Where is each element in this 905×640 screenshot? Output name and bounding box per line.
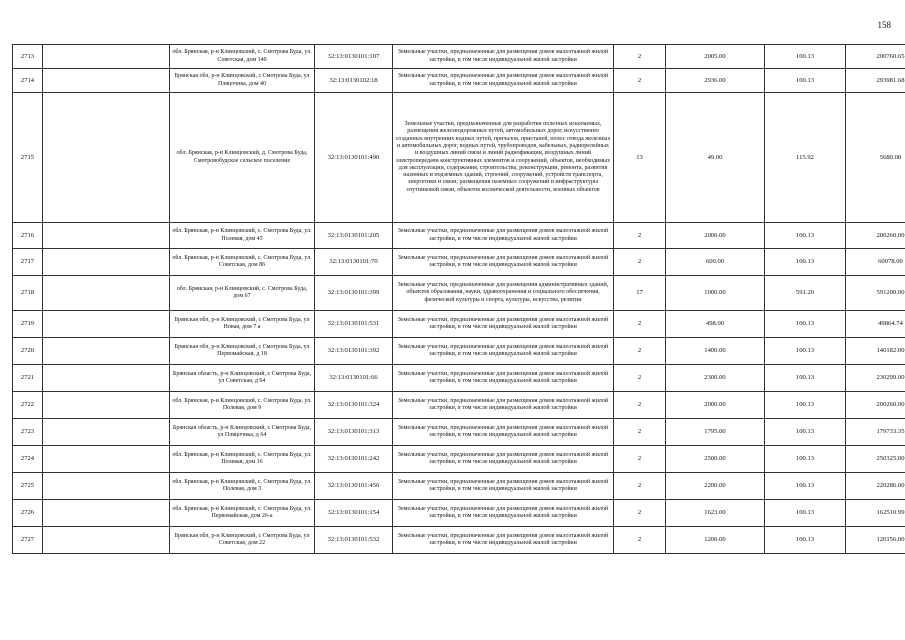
rate-cell: 100.13 (765, 500, 846, 527)
table-row (13, 45, 905, 69)
category-cell: 2 (614, 69, 666, 93)
cadastral-number-cell: 32:13:0130101:490 (315, 93, 393, 223)
category-cell: 2 (614, 365, 666, 392)
cost-cell: 591200.00 (846, 276, 905, 311)
cost-cell: 162510.99 (846, 500, 905, 527)
cadastral-number-cell: 32:13:0130101:324 (315, 392, 393, 419)
permitted-use-cell: Земельные участки, предназначенные для размещения домов малоэтажной жилой застройки, в том числе индивидуальной жилой застройки (393, 338, 614, 365)
page-number: 158 (877, 20, 891, 30)
cadastral-number-cell: 32:13:0130101:242 (315, 446, 393, 473)
address-cell: Брянская обл, р-н Клинцовский, с Смотрова Буда, ул Новая, дом 7 а (170, 311, 315, 338)
permitted-use-cell: Земельные участки, предназначенные для размещения домов малоэтажной жилой застройки, в том числе индивидуальной жилой застройки (393, 527, 614, 554)
permitted-use-cell: Земельные участки, предназначенные для размещения домов малоэтажной жилой застройки, в том числе индивидуальной жилой застройки (393, 45, 614, 69)
area-cell: 1000.00 (666, 276, 765, 311)
cost-cell: 220286.00 (846, 473, 905, 500)
cost-cell: 140182.00 (846, 338, 905, 365)
permitted-use-cell: Земельные участки, предназначенные для размещения домов малоэтажной жилой застройки, в том числе индивидуальной жилой застройки (393, 311, 614, 338)
permitted-use-cell: Земельные участки, предназначенные для размещения домов малоэтажной жилой застройки, в том числе индивидуальной жилой застройки (393, 473, 614, 500)
table-row (13, 93, 905, 223)
empty-cell (43, 223, 170, 249)
table-row (13, 69, 905, 93)
cadastral-number-cell: 32:13:0130101:532 (315, 527, 393, 554)
row-number: 2726 (13, 500, 43, 527)
area-cell: 2300.00 (666, 365, 765, 392)
cost-cell: 230299.00 (846, 365, 905, 392)
address-cell: Брянская обл, р-н Клинцовский, с Смотрова Буда, ул Советская, дом 22 (170, 527, 315, 554)
area-cell: 2936.00 (666, 69, 765, 93)
category-cell: 2 (614, 527, 666, 554)
permitted-use-cell: Земельные участки, предназначенные для размещения административных зданий, объектов образования, науки, здравоохранения и социального обеспечения, физической культуры и спорта, культуры, искусства, религии (393, 276, 614, 311)
empty-cell (43, 446, 170, 473)
category-cell: 2 (614, 223, 666, 249)
row-number: 2718 (13, 276, 43, 311)
empty-cell (43, 69, 170, 93)
row-number: 2713 (13, 45, 43, 69)
address-cell: обл. Брянская, р-н Клинцовский, с. Смотрова Буда, ул. Полевая, дом 16 (170, 446, 315, 473)
empty-cell (43, 249, 170, 276)
category-cell: 13 (614, 93, 666, 223)
cost-cell: 49864.74 (846, 311, 905, 338)
address-cell: Брянская обл, р-н Клинцовский, с Смотрова Буда, ул Пляцочнка, дом 40 (170, 69, 315, 93)
cadastral-number-cell: 32:13:0130101:205 (315, 223, 393, 249)
row-number: 2715 (13, 93, 43, 223)
area-cell: 2000.00 (666, 223, 765, 249)
permitted-use-cell: Земельные участки, предназначенные для размещения домов малоэтажной жилой застройки, в том числе индивидуальной жилой застройки (393, 500, 614, 527)
cost-cell: 120156.00 (846, 527, 905, 554)
empty-cell (43, 419, 170, 446)
area-cell: 1623.00 (666, 500, 765, 527)
row-number: 2725 (13, 473, 43, 500)
rate-cell: 100.13 (765, 527, 846, 554)
permitted-use-cell: Земельные участки, предназначенные для размещения домов малоэтажной жилой застройки, в том числе индивидуальной жилой застройки (393, 446, 614, 473)
cadastral-number-cell: 32:13:0130101:392 (315, 338, 393, 365)
permitted-use-cell: Земельные участки, предназначенные для разработки полезных ископаемых, размещения железнодорожных путей, автомобильных дорог, искусственно созданных внутренних водных путей, причалов, пристаней, полос отвода железных и автомобильных дорог, водных путей, трубопроводов, кабельных, радиорелейных и воздушных линий связи и линий радиофикации, воздушных линий электропередачи конструктивных элементов и сооружений, объектов, необходимых для эксплуатации, содержания, строительства, реконструкции, ремонта, развития наземных и подземных зданий, строений, сооружений, устройств транспорта, энергетики и связи; размещения наземных сооружений и инфраструктуры спутниковой связи, объектов космической деятельности, военных объектов (393, 93, 614, 223)
rate-cell: 100.13 (765, 69, 846, 93)
empty-cell (43, 527, 170, 554)
category-cell: 2 (614, 446, 666, 473)
category-cell: 2 (614, 392, 666, 419)
cadastral-number-cell: 32:13:0130101:399 (315, 276, 393, 311)
row-number: 2717 (13, 249, 43, 276)
rate-cell: 100.13 (765, 446, 846, 473)
rate-cell: 100.13 (765, 338, 846, 365)
rate-cell: 100.13 (765, 249, 846, 276)
rate-cell: 100.13 (765, 392, 846, 419)
row-number: 2716 (13, 223, 43, 249)
area-cell: 2500.00 (666, 446, 765, 473)
cost-cell: 179733.35 (846, 419, 905, 446)
row-number: 2724 (13, 446, 43, 473)
table-row (13, 392, 905, 419)
rate-cell: 115.92 (765, 93, 846, 223)
rate-cell: 100.13 (765, 365, 846, 392)
area-cell: 1400.00 (666, 338, 765, 365)
cost-cell: 60078.00 (846, 249, 905, 276)
area-cell: 2200.00 (666, 473, 765, 500)
row-number: 2727 (13, 527, 43, 554)
empty-cell (43, 311, 170, 338)
address-cell: обл. Брянская, р-н Клинцовский, с. Смотрова Буда, ул. Советская, дом 86 (170, 249, 315, 276)
table-row (13, 446, 905, 473)
empty-cell (43, 45, 170, 69)
category-cell: 2 (614, 249, 666, 276)
table-row (13, 500, 905, 527)
table-row (13, 249, 905, 276)
rate-cell: 100.13 (765, 311, 846, 338)
empty-cell (43, 276, 170, 311)
cadastral-number-cell: 32:13:0130101:531 (315, 311, 393, 338)
cadastral-number-cell: 32:13:0130101:154 (315, 500, 393, 527)
permitted-use-cell: Земельные участки, предназначенные для размещения домов малоэтажной жилой застройки, в том числе индивидуальной жилой застройки (393, 69, 614, 93)
rate-cell: 100.13 (765, 473, 846, 500)
address-cell: обл. Брянская, р-н Клинцовский, с. Смотрова Буда, ул. Первомайская, дом 26-а (170, 500, 315, 527)
area-cell: 1200.00 (666, 527, 765, 554)
address-cell: Брянская область, р-н Клинцовский, с Смотрова Буда, ул Советская, д 64 (170, 365, 315, 392)
table-row (13, 365, 905, 392)
cadastral-number-cell: 32:13:0130101:66 (315, 365, 393, 392)
category-cell: 2 (614, 311, 666, 338)
area-cell: 2005.00 (666, 45, 765, 69)
table-row (13, 223, 905, 249)
table-row (13, 419, 905, 446)
table-row (13, 338, 905, 365)
address-cell: обл. Брянская, р-н Клинцовский, с. Смотрова Буда, дом 67 (170, 276, 315, 311)
category-cell: 2 (614, 45, 666, 69)
empty-cell (43, 500, 170, 527)
cost-cell: 200760.65 (846, 45, 905, 69)
empty-cell (43, 392, 170, 419)
table-row (13, 473, 905, 500)
address-cell: обл. Брянская, р-н Клинцовский, с. Смотрова Буда, ул. Полевая, дом 3 (170, 473, 315, 500)
area-cell: 1795.00 (666, 419, 765, 446)
permitted-use-cell: Земельные участки, предназначенные для размещения домов малоэтажной жилой застройки, в том числе индивидуальной жилой застройки (393, 249, 614, 276)
address-cell: Брянская обл, р-н Клинцовский, с Смотрова Буда, ул Первомайская, д 18 (170, 338, 315, 365)
land-plots-table (12, 44, 905, 554)
category-cell: 2 (614, 473, 666, 500)
row-number: 2714 (13, 69, 43, 93)
permitted-use-cell: Земельные участки, предназначенные для размещения домов малоэтажной жилой застройки, в том числе индивидуальной жилой застройки (393, 223, 614, 249)
row-number: 2722 (13, 392, 43, 419)
empty-cell (43, 473, 170, 500)
permitted-use-cell: Земельные участки, предназначенные для размещения домов малоэтажной жилой застройки, в том числе индивидуальной жилой застройки (393, 365, 614, 392)
empty-cell (43, 338, 170, 365)
address-cell: Брянская область, р-н Клинцовский, с Смотрова Буда, ул Пляцочнка, д 64 (170, 419, 315, 446)
rate-cell: 100.13 (765, 419, 846, 446)
cadastral-number-cell: 32:13:0130101:107 (315, 45, 393, 69)
cadastral-number-cell: 32:13:0130101:70 (315, 249, 393, 276)
area-cell: 600.00 (666, 249, 765, 276)
row-number: 2720 (13, 338, 43, 365)
row-number: 2719 (13, 311, 43, 338)
empty-cell (43, 93, 170, 223)
permitted-use-cell: Земельные участки, предназначенные для размещения домов малоэтажной жилой застройки, в том числе индивидуальной жилой застройки (393, 392, 614, 419)
address-cell: обл. Брянская, р-н Клинцовский, с. Смотрова Буда, ул. Полевая, дом 45 (170, 223, 315, 249)
table-body (13, 45, 905, 554)
address-cell: обл. Брянская, р-н Клинцовский, д. Смотрова Буда, Смотровобудское сельское поселение (170, 93, 315, 223)
table-row (13, 276, 905, 311)
cadastral-number-cell: 32:13:0130102:18 (315, 69, 393, 93)
category-cell: 2 (614, 419, 666, 446)
rate-cell: 100.13 (765, 223, 846, 249)
category-cell: 2 (614, 338, 666, 365)
cadastral-number-cell: 32:13:0130101:456 (315, 473, 393, 500)
permitted-use-cell: Земельные участки, предназначенные для размещения домов малоэтажной жилой застройки, в том числе индивидуальной жилой застройки (393, 419, 614, 446)
rate-cell: 100.13 (765, 45, 846, 69)
cost-cell: 5680.08 (846, 93, 905, 223)
address-cell: обл. Брянская, р-н Клинцовский, с. Смотрова Буда, ул. Полевая, дом 9 (170, 392, 315, 419)
rate-cell: 591.20 (765, 276, 846, 311)
category-cell: 17 (614, 276, 666, 311)
row-number: 2723 (13, 419, 43, 446)
address-cell: обл. Брянская, р-н Клинцовский, с. Смотрова Буда, ул. Советская, дом 140 (170, 45, 315, 69)
category-cell: 2 (614, 500, 666, 527)
row-number: 2721 (13, 365, 43, 392)
area-cell: 498.00 (666, 311, 765, 338)
area-cell: 49.00 (666, 93, 765, 223)
cost-cell: 293981.68 (846, 69, 905, 93)
area-cell: 2000.00 (666, 392, 765, 419)
cost-cell: 200260.00 (846, 392, 905, 419)
cost-cell: 250325.00 (846, 446, 905, 473)
table-row (13, 527, 905, 554)
table-row (13, 311, 905, 338)
empty-cell (43, 365, 170, 392)
cost-cell: 200260.00 (846, 223, 905, 249)
cadastral-number-cell: 32:13:0130101:313 (315, 419, 393, 446)
